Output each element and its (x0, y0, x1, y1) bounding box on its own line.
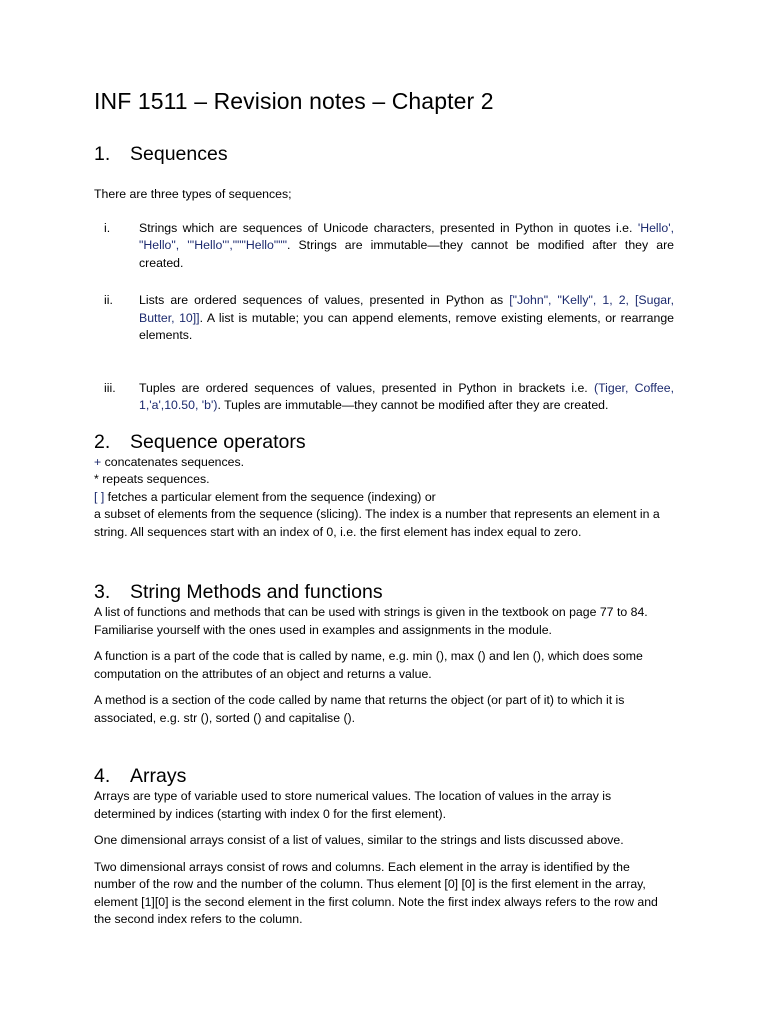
code-example: (Tiger, Coffee, 1,'a',10.50, 'b') (139, 380, 675, 412)
item-lead: Strings which are sequences of Unicode characters, presented in Python in quotes i.e. (139, 220, 633, 235)
section-number: 1. (94, 143, 111, 165)
operator-symbol: [ ] (94, 489, 105, 504)
arrays-body (94, 788, 674, 929)
list-marker: ii. (104, 293, 113, 307)
section-title: Sequences (130, 143, 228, 165)
list-item-content (139, 220, 674, 273)
section-number: 3. (94, 581, 111, 603)
section-number: 2. (94, 430, 111, 453)
section-heading (94, 765, 674, 788)
section-string-methods (94, 581, 674, 727)
section-arrays (94, 765, 674, 929)
section-intro: There are three types of sequences; (94, 187, 292, 201)
paragraph: Arrays are type of variable used to store numerical values. The location of values in the array is determined by indices (starting with index 0 for the first element). (94, 789, 612, 821)
item-tail: . Strings are immutable—they cannot be modified after they are created. (139, 238, 675, 270)
string-methods-body (94, 604, 674, 727)
item-tail: . A list is mutable; you can append elements, remove existing elements, or rearrange elements. (139, 310, 674, 342)
section-heading (94, 581, 674, 604)
operator-description: concatenates sequences. (101, 454, 245, 469)
list-item-strings (94, 220, 674, 273)
section-title: Sequence operators (130, 430, 306, 453)
document-title: INF 1511 – Revision notes – Chapter 2 (94, 88, 494, 114)
list-item-content (139, 380, 674, 415)
list-marker: i. (104, 220, 111, 235)
section-title: String Methods and functions (130, 581, 383, 603)
operators-paragraph: a subset of elements from the sequence (slicing). The index is a number that represents an element in a string. All sequences start with an index of 0, i.e. the first element has index equal to zero. (94, 507, 660, 539)
code-example: ["John", "Kelly", 1, 2, [Sugar, Butter, 10]] (139, 293, 674, 325)
operator-line (94, 454, 674, 472)
operator-symbol: + (94, 454, 102, 469)
section-sequence-operators (94, 431, 674, 542)
item-lead: Tuples are ordered sequences of values, presented in Python in brackets i.e. (139, 380, 588, 395)
sequence-types-list (94, 220, 674, 415)
section-number: 4. (94, 765, 111, 787)
operator-description: * repeats sequences. (94, 472, 210, 486)
item-lead: Lists are ordered sequences of values, presented in Python as (139, 293, 504, 307)
operator-description: fetches a particular element from the sequence (indexing) or (104, 489, 436, 504)
section-title: Arrays (130, 765, 187, 787)
paragraph: Two dimensional arrays consist of rows and columns. Each element in the array is identified by the number of the row and the number of the column. Thus element [0] [0] is the first element in the array, element [1][0] is the second element in the first column. Note the first index always refers to the row and the second index refers to the column. (94, 859, 658, 926)
paragraph: A list of functions and methods that can be used with strings is given in the textbook on page 77 to 84. Familiarise yourself with the ones used in examples and assignments in the module. (94, 605, 648, 637)
list-item-content (139, 292, 674, 345)
section-heading (94, 143, 674, 166)
paragraph: A function is a part of the code that is called by name, e.g. min (), max () and len (), which does some computation on the attributes of an object and returns a value. (94, 649, 643, 681)
list-item-lists (94, 292, 674, 345)
section-heading (94, 431, 674, 454)
operator-line (94, 471, 674, 489)
list-item-tuples (94, 380, 674, 415)
list-marker: iii. (104, 380, 116, 395)
paragraph: A method is a section of the code called by name that returns the object (or part of it) to which it is associated, e.g. str (), sorted () and capitalise (). (94, 693, 625, 725)
operators-block (94, 454, 674, 542)
section-sequences (94, 143, 674, 415)
code-example: 'Hello', "Hello", '''Hello''',"""Hello""" (139, 220, 674, 252)
item-tail: . Tuples are immutable—they cannot be modified after they are created. (217, 398, 609, 412)
operator-line (94, 489, 674, 507)
paragraph: One dimensional arrays consist of a list of values, similar to the strings and lists discussed above. (94, 833, 624, 847)
